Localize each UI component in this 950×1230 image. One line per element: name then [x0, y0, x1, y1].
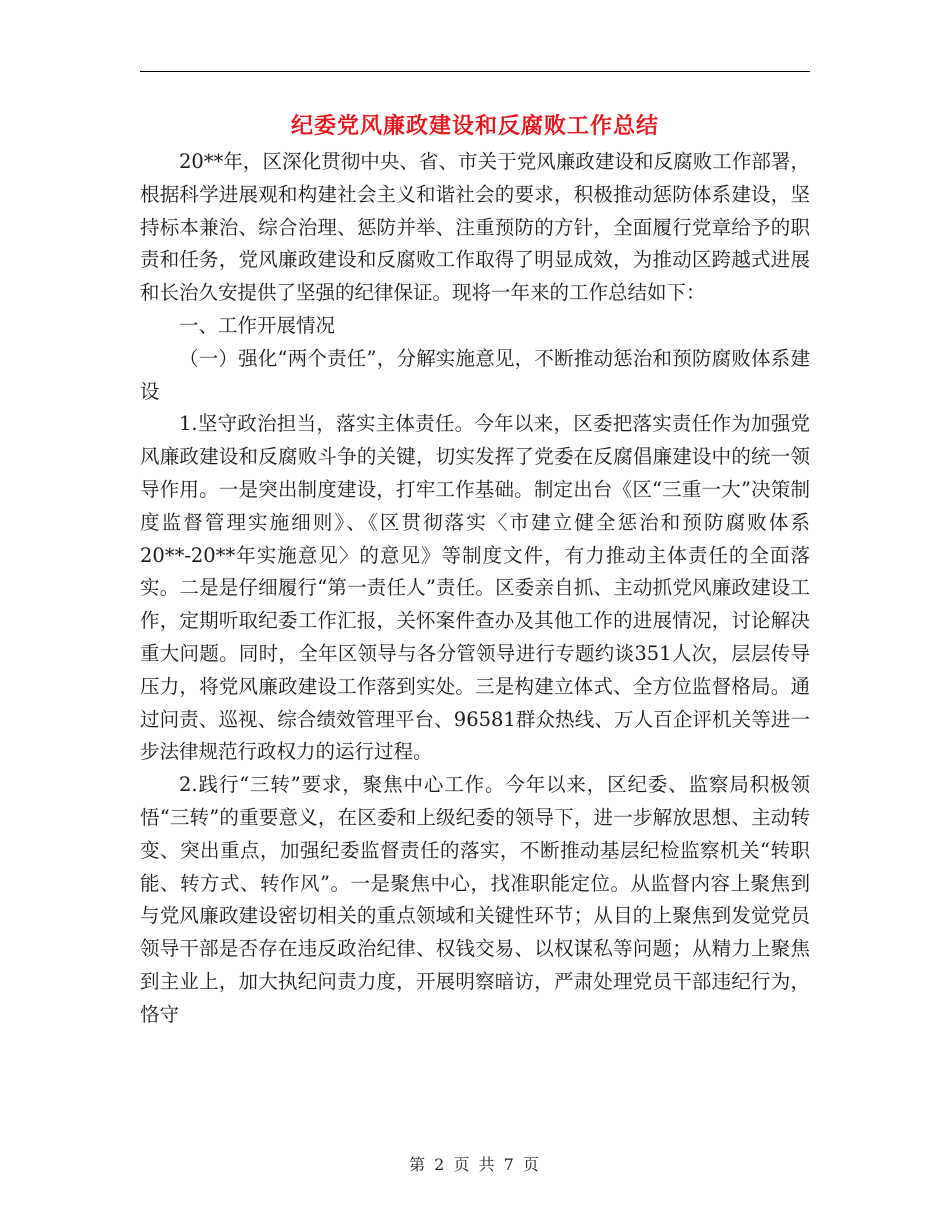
paragraph-intro: 20**年，区深化贯彻中央、省、市关于党风廉政建设和反腐败工作部署，根据科学进展观和构建社会主义和谐社会的要求，积极推动惩防体系建设，坚持标本兼治、综合治理、惩防并举、注重预防的方针，全面履行党章给予的职责和任务，党风廉政建设和反腐败工作取得了明显成效，为推动区跨越式进展和长治久安提供了坚强的纪律保证。现将一年来的工作总结如下： — [140, 150, 810, 305]
paragraph-item-1: 1.坚守政治担当，落实主体责任。今年以来，区委把落实责任作为加强党风廉政建设和反腐败斗争的关键，切实发挥了党委在反腐倡廉建设中的统一领导作用。一是突出制度建设，打牢工作基础。制定出台《区“三重一大”决策制度监督管理实施细则》、《区贯彻落实〈市建立健全惩治和预防腐败体系20**-20**年实施意见〉的意见》等制度文件，有力推动主体责任的全面落实。二是是仔细履行“第一责任人”责任。区委亲自抓、主动抓党风廉政建设工作，定期听取纪委工作汇报，关怀案件查办及其他工作的进展情况，讨论解决重大问题。同时，全年区领导与各分管领导进行专题约谈351人次，层层传导压力，将党风廉政建设工作落到实处。三是构建立体式、全方位监督格局。通过问责、巡视、综合绩效管理平台、96581群众热线、万人百企评机关等进一步法律规范行政权力的运行过程。 — [140, 412, 810, 764]
paragraph-item-2: 2.践行“三转”要求，聚焦中心工作。今年以来，区纪委、监察局积极领悟“三转”的重要意义，在区委和上级纪委的领导下，进一步解放思想、主动转变、突出重点，加强纪委监督责任的落实，不断推动基层纪检监察机关“转职能、转方式、转作风”。一是聚焦中心，找准职能定位。从监督内容上聚焦到与党风廉政建设密切相关的重点领域和关键性环节；从目的上聚焦到发觉党员领导干部是否存在违反政治纪律、权钱交易、以权谋私等问题；从精力上聚焦到主业上，加大执纪问责力度，开展明察暗访，严肃处理党员干部违纪行为，恪守 — [140, 773, 810, 1026]
section-heading: 一、工作开展情况 — [179, 313, 336, 337]
document-body — [140, 146, 810, 1032]
subsection-heading: （一）强化“两个责任”，分解实施意见，不断推动惩治和预防腐败体系建设 — [140, 346, 810, 403]
document-title: 纪委党风廉政建设和反腐败工作总结 — [290, 113, 659, 139]
header-rule — [140, 71, 810, 72]
page-number-footer: 第 2 页 共 7 页 — [409, 1155, 541, 1174]
